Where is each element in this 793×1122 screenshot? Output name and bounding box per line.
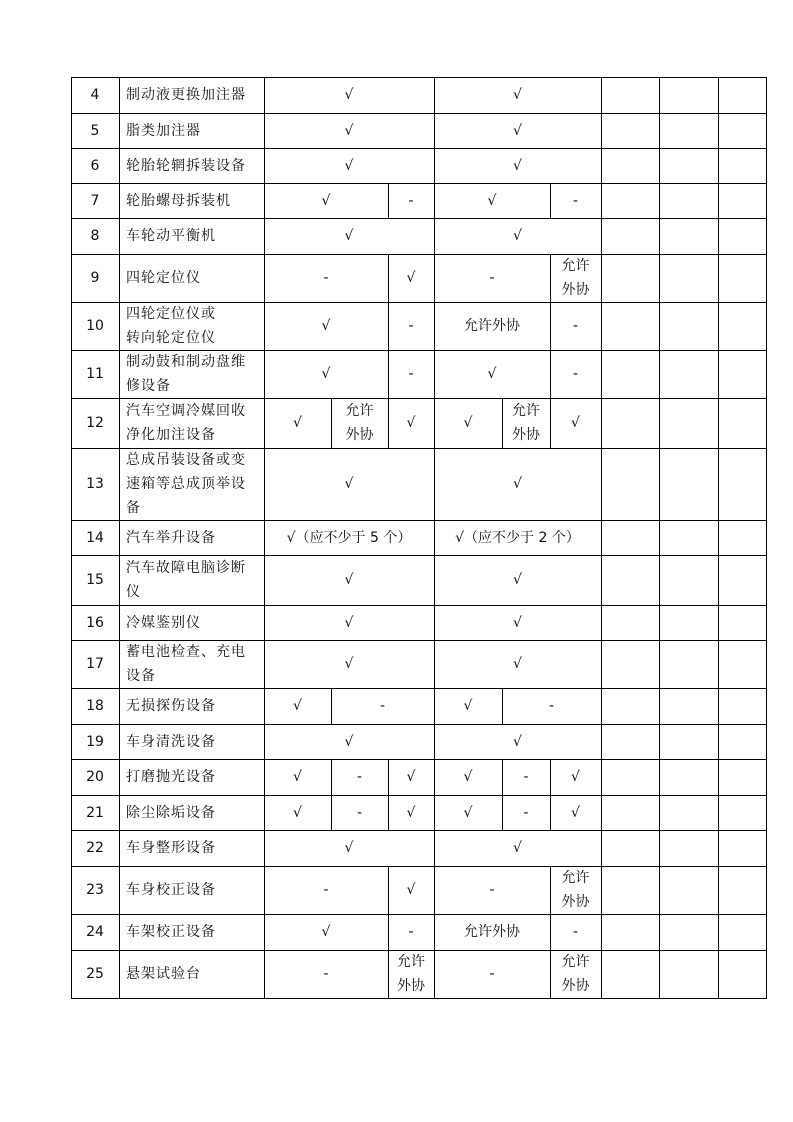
- requirement-cell: -: [408, 924, 414, 940]
- row-number: 8: [90, 228, 100, 244]
- requirement-cell: √: [321, 318, 331, 334]
- blank-cell: [659, 866, 718, 914]
- requirement-cell: √: [571, 415, 580, 431]
- blank-cell: [718, 866, 766, 914]
- blank-cell: [659, 724, 718, 759]
- equipment-name: 四轮定位仪或 转向轮定位仪: [126, 306, 216, 346]
- requirement-cell: √: [344, 157, 354, 174]
- requirement-cell: √: [406, 804, 416, 821]
- equipment-name: 轮胎螺母拆装机: [126, 192, 231, 209]
- requirement-cell: √: [513, 656, 522, 672]
- blank-cell: [659, 218, 718, 254]
- requirement-cell: -: [323, 270, 329, 286]
- requirement-cell: 允许 外协: [561, 258, 590, 298]
- requirement-cell: -: [572, 924, 579, 940]
- equipment-name: 车身清洗设备: [126, 733, 216, 750]
- blank-cell: [659, 398, 718, 448]
- blank-cell: [601, 254, 659, 302]
- requirement-cell: √（应不少于 5 个）: [286, 529, 412, 546]
- blank-cell: [718, 555, 766, 605]
- blank-cell: [718, 254, 766, 302]
- row-number: 13: [86, 476, 104, 492]
- equipment-name: 制动鼓和制动盘维 修设备: [126, 354, 246, 394]
- blank-cell: [601, 113, 659, 148]
- row-number: 23: [86, 882, 104, 898]
- requirement-cell: -: [408, 318, 414, 334]
- equipment-name: 悬架试验台: [126, 966, 201, 982]
- requirement-cell: √: [463, 769, 473, 785]
- row-number: 4: [90, 87, 100, 103]
- requirement-cell: √: [487, 192, 497, 209]
- requirement-cell: √: [406, 882, 416, 898]
- equipment-name: 无损探伤设备: [126, 698, 216, 714]
- requirement-cell: √: [293, 804, 302, 821]
- blank-cell: [601, 520, 659, 555]
- requirement-cell: √: [463, 415, 473, 431]
- requirement-cell: 允许 外协: [512, 403, 540, 443]
- blank-cell: [659, 148, 718, 183]
- blank-cell: [718, 350, 766, 398]
- requirement-cell: √: [344, 476, 354, 492]
- requirement-cell: √: [513, 572, 522, 588]
- blank-cell: [659, 113, 718, 148]
- blank-cell: [659, 254, 718, 302]
- equipment-name: 车身校正设备: [126, 882, 216, 898]
- requirement-cell: -: [408, 192, 414, 209]
- blank-cell: [601, 398, 659, 448]
- row-number: 10: [86, 318, 104, 334]
- requirement-cell: 允许外协: [464, 318, 520, 334]
- requirement-cell: √: [571, 804, 580, 821]
- requirement-cell: √: [344, 228, 354, 244]
- blank-cell: [601, 77, 659, 113]
- requirement-cell: -: [572, 318, 579, 334]
- blank-cell: [601, 605, 659, 640]
- requirement-cell: √: [344, 87, 354, 103]
- requirement-cell: -: [356, 804, 363, 821]
- requirement-cell: √: [513, 476, 522, 492]
- equipment-name: 蓄电池检查、充电 设备: [126, 644, 246, 684]
- row-number: 25: [86, 966, 104, 982]
- equipment-name: 四轮定位仪: [126, 270, 201, 286]
- blank-cell: [659, 640, 718, 688]
- requirement-cell: -: [408, 366, 414, 382]
- equipment-name: 汽车空调冷媒回收 净化加注设备: [126, 403, 246, 443]
- blank-cell: [601, 218, 659, 254]
- blank-cell: [659, 520, 718, 555]
- requirement-cell: √: [513, 840, 522, 856]
- blank-cell: [601, 866, 659, 914]
- requirement-cell: √: [406, 415, 416, 431]
- requirement-cell: 允许 外协: [345, 403, 374, 443]
- row-number: 19: [86, 733, 104, 750]
- blank-cell: [601, 830, 659, 866]
- blank-cell: [659, 183, 718, 218]
- row-number: 22: [86, 840, 104, 856]
- blank-cell: [718, 830, 766, 866]
- blank-cell: [718, 688, 766, 724]
- blank-cell: [601, 148, 659, 183]
- blank-cell: [718, 914, 766, 950]
- blank-cell: [718, 605, 766, 640]
- row-number: 17: [86, 656, 104, 672]
- row-number: 24: [86, 924, 104, 940]
- requirement-cell: -: [489, 882, 495, 898]
- requirement-cell: √: [513, 87, 522, 103]
- requirement-cell: √: [344, 614, 354, 631]
- blank-cell: [601, 350, 659, 398]
- table-horizontal-rule: [71, 998, 767, 999]
- blank-cell: [601, 640, 659, 688]
- blank-cell: [659, 555, 718, 605]
- row-number: 9: [90, 270, 100, 286]
- blank-cell: [718, 183, 766, 218]
- blank-cell: [718, 724, 766, 759]
- equipment-name: 车身整形设备: [126, 840, 216, 856]
- blank-cell: [659, 350, 718, 398]
- requirement-cell: -: [572, 192, 579, 209]
- row-number: 12: [86, 415, 104, 431]
- row-number: 6: [90, 157, 100, 174]
- row-number: 18: [86, 698, 104, 714]
- requirement-cell: √: [293, 769, 302, 785]
- blank-cell: [718, 640, 766, 688]
- requirement-cell: -: [489, 966, 495, 982]
- requirement-cell: √: [321, 924, 331, 940]
- blank-cell: [718, 950, 766, 998]
- row-number: 5: [90, 122, 100, 139]
- requirement-cell: √: [293, 698, 302, 714]
- requirement-cell: -: [548, 698, 555, 714]
- blank-cell: [601, 183, 659, 218]
- equipment-name: 车轮动平衡机: [126, 228, 216, 244]
- requirement-cell: √: [293, 415, 302, 431]
- requirement-cell: 允许外协: [464, 924, 520, 940]
- blank-cell: [659, 688, 718, 724]
- requirement-cell: √: [344, 733, 354, 750]
- row-number: 16: [86, 614, 104, 631]
- requirement-cell: √: [321, 366, 331, 382]
- blank-cell: [718, 398, 766, 448]
- requirement-cell: √: [513, 614, 522, 631]
- blank-cell: [659, 950, 718, 998]
- requirement-cell: -: [379, 698, 386, 714]
- blank-cell: [718, 795, 766, 830]
- requirement-cell: √: [463, 698, 473, 714]
- requirement-cell: √: [513, 157, 522, 174]
- row-number: 7: [90, 192, 100, 209]
- row-number: 11: [86, 366, 104, 382]
- row-number: 15: [86, 572, 104, 588]
- blank-cell: [718, 520, 766, 555]
- requirement-cell: -: [523, 804, 529, 821]
- blank-cell: [601, 448, 659, 520]
- blank-cell: [659, 914, 718, 950]
- requirement-cell: 允许 外协: [561, 954, 590, 994]
- table-vertical-rule: [766, 77, 767, 999]
- equipment-name: 汽车故障电脑诊断 仪: [126, 560, 246, 600]
- row-number: 14: [86, 529, 104, 546]
- blank-cell: [718, 148, 766, 183]
- blank-cell: [718, 113, 766, 148]
- equipment-name: 除尘除垢设备: [126, 804, 216, 821]
- requirement-cell: √: [571, 769, 580, 785]
- requirement-cell: -: [356, 769, 363, 785]
- row-number: 21: [86, 804, 104, 821]
- requirement-cell: √: [344, 840, 354, 856]
- blank-cell: [718, 218, 766, 254]
- requirement-cell: -: [523, 769, 529, 785]
- equipment-name: 车架校正设备: [126, 924, 216, 940]
- requirement-cell: 允许 外协: [397, 954, 425, 994]
- blank-cell: [601, 688, 659, 724]
- requirement-cell: √（应不少于 2 个）: [455, 529, 580, 546]
- blank-cell: [659, 448, 718, 520]
- blank-cell: [718, 302, 766, 350]
- requirement-cell: √: [513, 733, 522, 750]
- blank-cell: [601, 759, 659, 795]
- requirement-cell: √: [344, 122, 354, 139]
- requirement-cell: √: [513, 122, 522, 139]
- requirement-cell: √: [321, 192, 331, 209]
- blank-cell: [659, 77, 718, 113]
- equipment-name: 汽车举升设备: [126, 529, 216, 546]
- blank-cell: [601, 914, 659, 950]
- blank-cell: [601, 795, 659, 830]
- requirement-cell: -: [323, 966, 329, 982]
- requirement-cell: √: [463, 804, 473, 821]
- blank-cell: [659, 795, 718, 830]
- requirement-cell: √: [406, 769, 416, 785]
- requirement-cell: 允许 外协: [561, 870, 590, 910]
- requirement-cell: √: [344, 572, 354, 588]
- requirement-cell: √: [406, 270, 416, 286]
- requirement-cell: -: [572, 366, 579, 382]
- row-number: 20: [86, 769, 104, 785]
- blank-cell: [601, 555, 659, 605]
- requirement-cell: √: [344, 656, 354, 672]
- blank-cell: [718, 759, 766, 795]
- blank-cell: [659, 759, 718, 795]
- equipment-name: 冷媒鉴别仪: [126, 614, 201, 631]
- equipment-name: 轮胎轮辋拆装设备: [126, 157, 246, 174]
- requirement-cell: √: [487, 366, 497, 382]
- blank-cell: [601, 724, 659, 759]
- equipment-name: 脂类加注器: [126, 122, 201, 139]
- requirement-cell: √: [513, 228, 522, 244]
- blank-cell: [659, 302, 718, 350]
- requirement-cell: -: [323, 882, 329, 898]
- equipment-name: 总成吊装设备或变 速箱等总成顶举设 备: [126, 452, 246, 516]
- blank-cell: [601, 950, 659, 998]
- requirement-cell: -: [489, 270, 495, 286]
- blank-cell: [718, 448, 766, 520]
- blank-cell: [718, 77, 766, 113]
- blank-cell: [659, 830, 718, 866]
- equipment-name: 制动液更换加注器: [126, 87, 246, 103]
- equipment-name: 打磨抛光设备: [126, 769, 216, 785]
- blank-cell: [659, 605, 718, 640]
- blank-cell: [601, 302, 659, 350]
